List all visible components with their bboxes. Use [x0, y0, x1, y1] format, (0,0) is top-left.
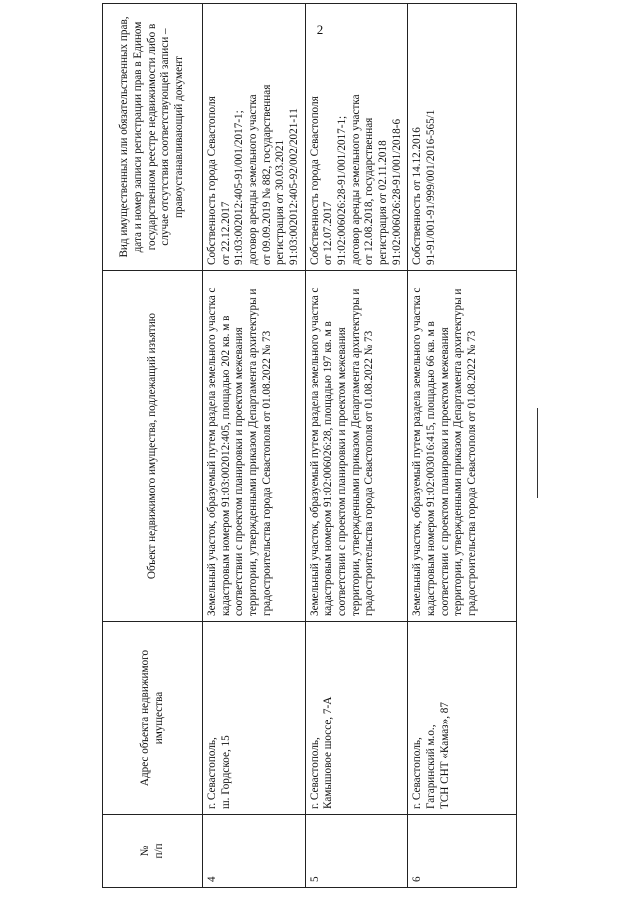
- address-line: ш. Гордское, 15: [219, 735, 232, 809]
- registration-line: 91:03:002012:405-91/001/2017-1;: [233, 110, 246, 265]
- row-registration: [203, 4, 306, 271]
- registration-line: от 12.08.2018, государственная: [363, 117, 376, 265]
- header-address: Адрес объекта недвижимого имущества: [103, 622, 203, 815]
- header-registration: Вид имущественных или обязательственных прав, дата и номер записи регистрации прав в Едином государственном реестре недвижимости либо в случае отсутствия соответствующей записи – правоустанавливающий документ: [103, 4, 203, 271]
- table-row: [203, 4, 306, 888]
- table-row: [408, 4, 517, 888]
- row-object: Земельный участок, образуемый путем раздела земельного участка с кадастровым номером 91:03:002012:405, площадью 202 кв. м в соответствии с проектом планировки и проектом межевания территории, утвержденными приказом Департамента архитектуры и градостроительства города Севастополя от 01.08.2022 № 73: [203, 271, 306, 622]
- registration-line: от 09.09.2019 № 882, государственная: [260, 84, 273, 265]
- registration-line: 91-91/001-91/999/001/2016-565/1: [424, 109, 437, 265]
- property-table: [102, 3, 517, 888]
- row-num: 6: [408, 815, 517, 888]
- header-num-line: п/п: [152, 843, 165, 859]
- address-line: Камышовое шоссе, 7-А: [322, 696, 335, 809]
- registration-line: договор аренды земельного участка: [349, 94, 362, 265]
- address-line: г. Севастополь,: [411, 737, 424, 809]
- row-registration: [305, 4, 408, 271]
- registration-line: Собственность города Севастополя: [206, 96, 218, 265]
- address-line: г. Севастополь,: [308, 737, 321, 809]
- registration-line: от 22.12.2017: [219, 201, 232, 265]
- address-line: ТСН СНТ «Камаз», 87: [438, 702, 451, 809]
- registration-line: регистрация от 30.03.2021: [274, 139, 287, 265]
- registration-line: Собственность от 14.12.2016: [411, 127, 424, 265]
- separator-line: [537, 408, 538, 498]
- address-line: г. Севастополь,: [206, 737, 218, 809]
- row-address: [305, 622, 408, 815]
- address-line: Гагаринский м.о.,: [424, 724, 437, 809]
- row-address: [408, 622, 517, 815]
- registration-line: от 12.07.2017: [322, 201, 335, 265]
- row-address: [203, 622, 306, 815]
- row-object: Земельный участок, образуемый путем раздела земельного участка с кадастровым номером 91:02:006026:28, площадью 197 кв. м в соответствии с проектом планировки и проектом межевания территории, утвержденными приказом Департамента архитектуры и градостроительства города Севастополя от 01.08.2022 № 73: [305, 271, 408, 622]
- header-num-line: №: [138, 845, 151, 857]
- header-object: Объект недвижимого имущества, подлежащий изъятию: [103, 271, 203, 622]
- registration-line: 91:02:006026:28-91/001/2017-1;: [335, 115, 348, 265]
- table-row: [305, 4, 408, 888]
- table-header-row: [103, 4, 203, 888]
- header-num: [103, 815, 203, 888]
- row-num: 4: [203, 815, 306, 888]
- registration-line: Собственность города Севастополя: [308, 96, 321, 265]
- rotated-table-wrapper: [102, 16, 512, 888]
- registration-line: договор аренды земельного участка: [246, 94, 259, 265]
- registration-line: 91:03:002012:405-92/002/2021-11: [287, 108, 300, 265]
- row-object: Земельный участок, образуемый путем раздела земельного участка с кадастровым номером 91:02:003016:415, площадью 66 кв. м в соответствии с проектом планировки и проектом межевания территории, утвержденными приказом Департамента архитектуры и градостроительства города Севастополя от 01.08.2022 № 73: [408, 271, 517, 622]
- row-registration: [408, 4, 517, 271]
- registration-line: 91:02:006026:28-91/001/2018-6: [390, 118, 403, 265]
- page-number: 2: [316, 22, 324, 37]
- registration-line: регистрация от 02.11.2018: [376, 140, 389, 265]
- row-num: 5: [305, 815, 408, 888]
